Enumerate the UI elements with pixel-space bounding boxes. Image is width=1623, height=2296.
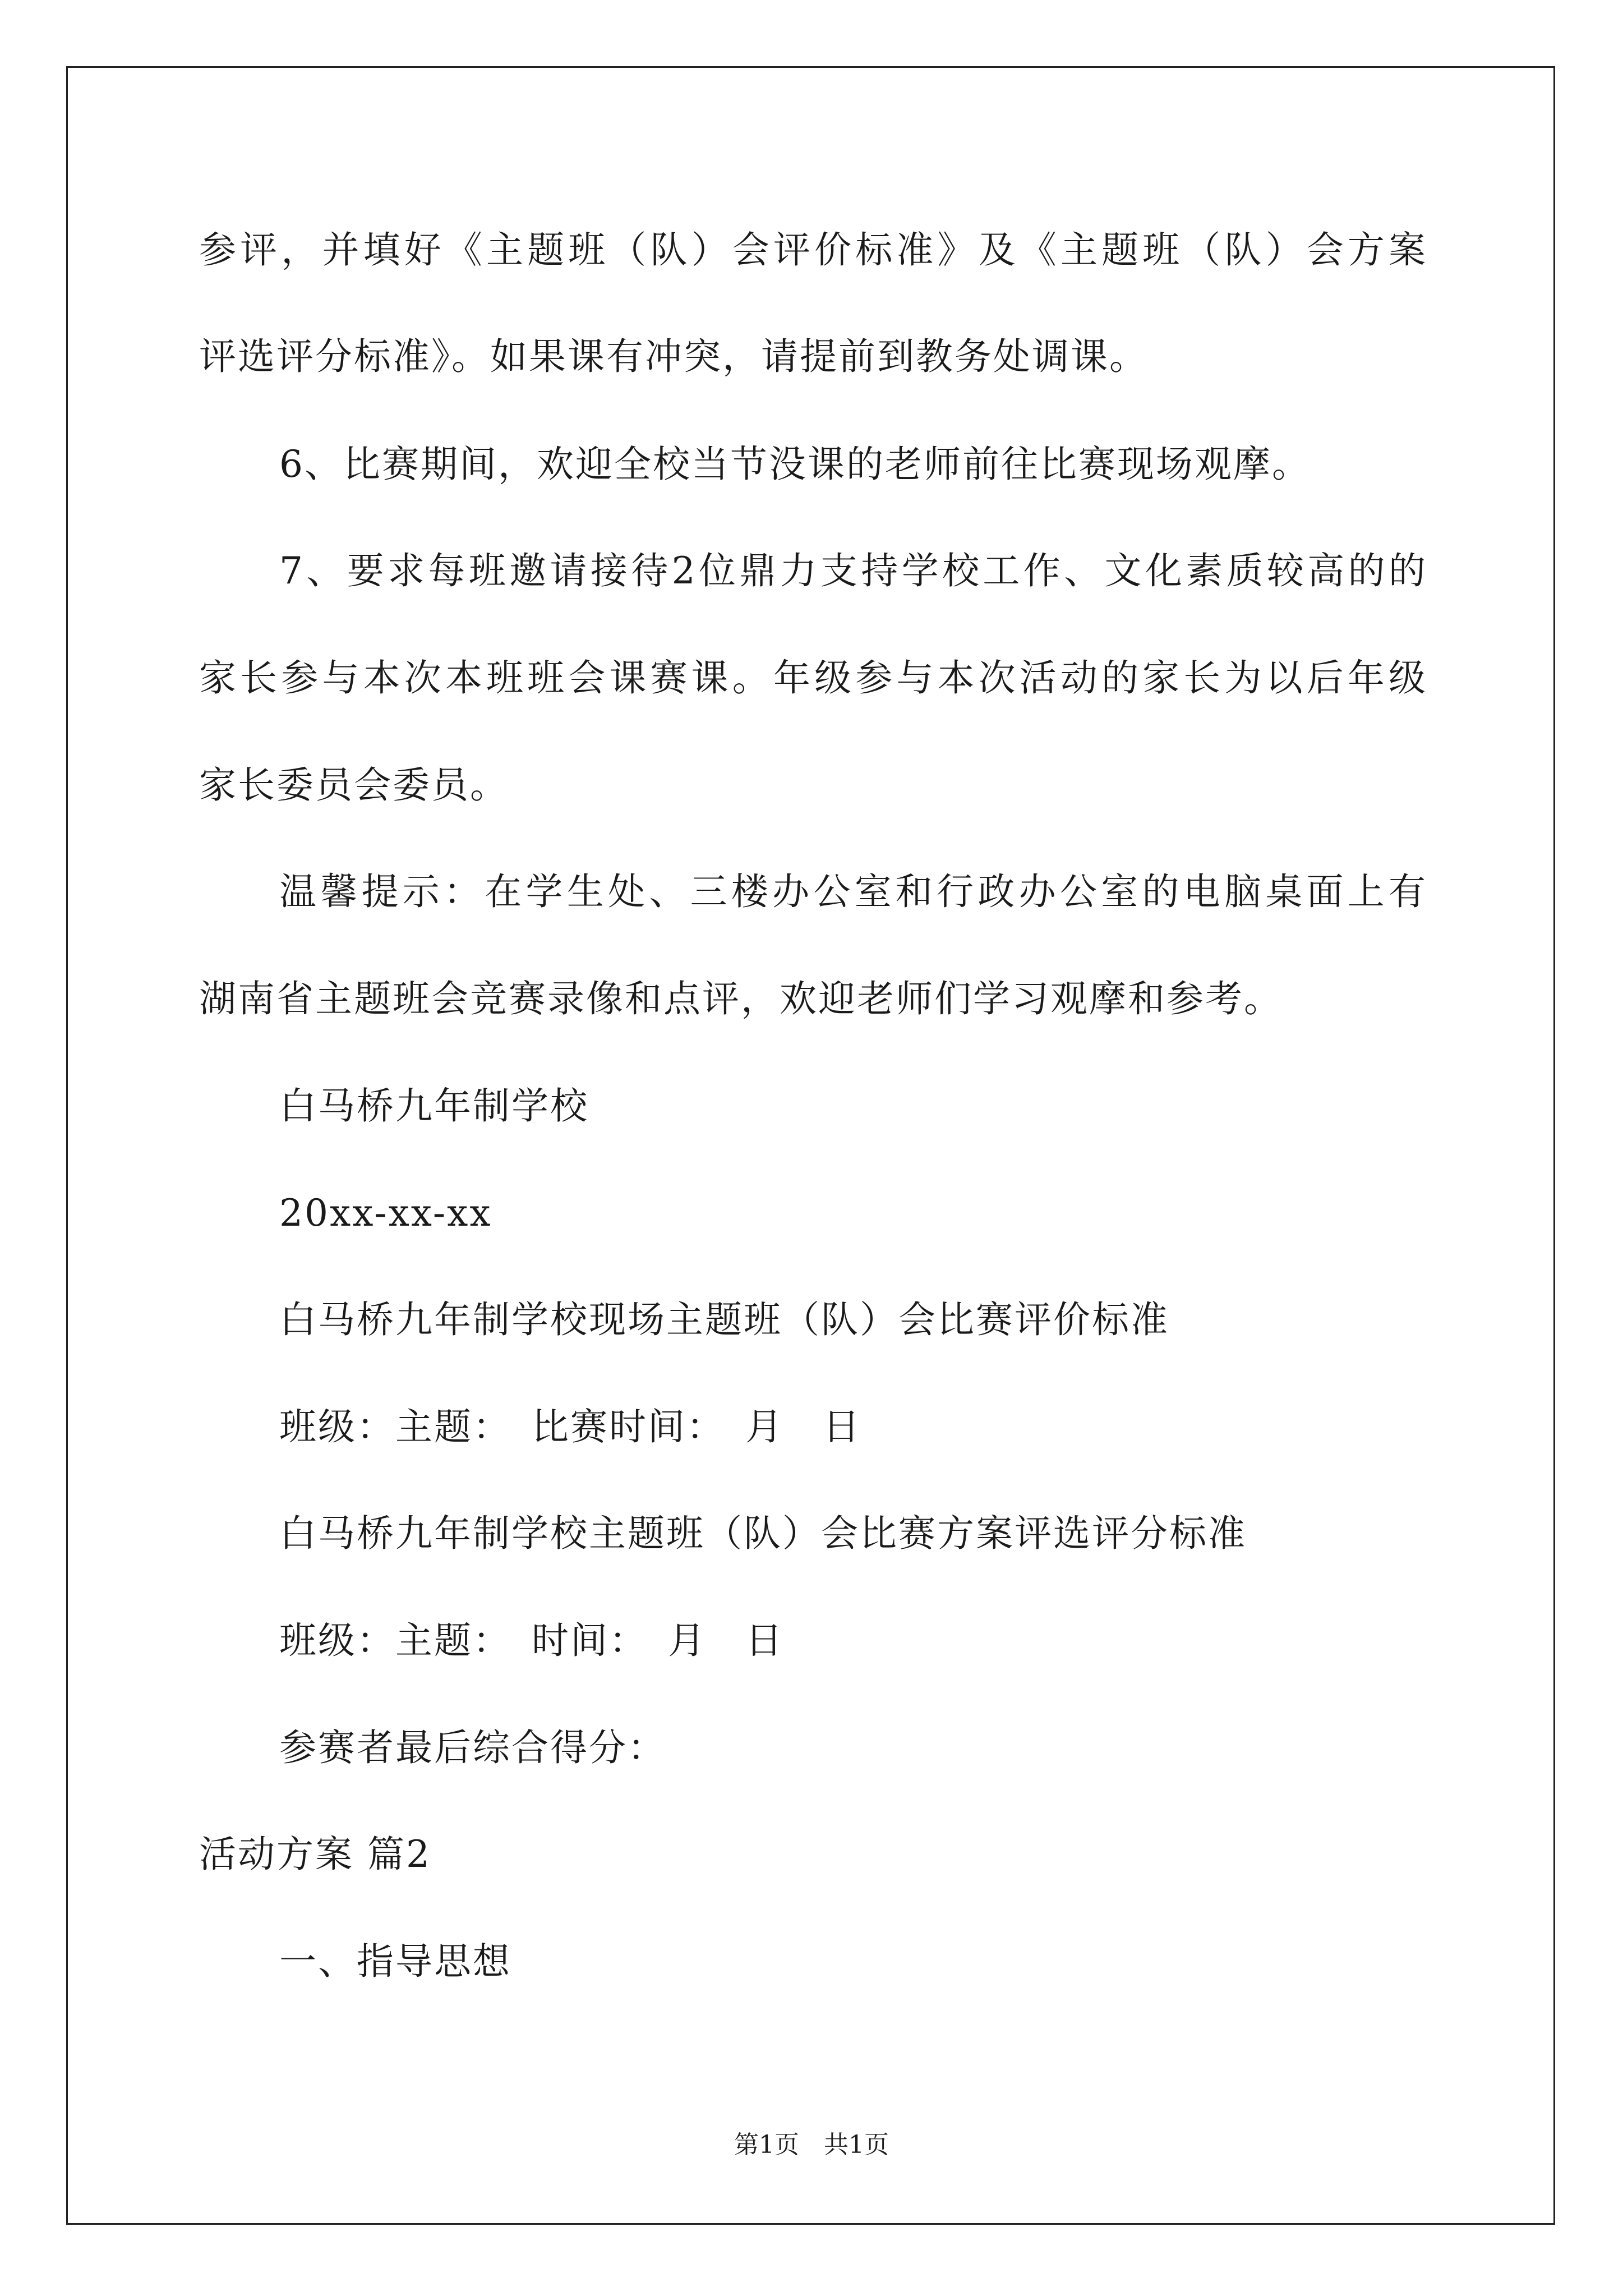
standard-title: 白马桥九年制学校主题班（队）会比赛方案评选评分标准	[279, 1512, 1247, 1555]
paragraph-line: 评选评分标准》。如果课有冲突，请提前到教务处调课。	[199, 335, 1148, 378]
paragraph-line: 参评，并填好《主题班（队）会评价标准》及《主题班（队）会方案	[199, 228, 1427, 272]
page-border	[66, 66, 1555, 2225]
paragraph-line: 家长委员会委员。	[199, 763, 509, 807]
paragraph-line: 湖南省主题班会竞赛录像和点评，欢迎老师们学习观摩和参考。	[199, 977, 1283, 1020]
paragraph-line: 7、要求每班邀请接待2位鼎力支持学校工作、文化素质较高的的	[279, 549, 1427, 592]
final-score-label: 参赛者最后综合得分：	[279, 1726, 666, 1769]
signature-date: 20xx-xx-xx	[279, 1191, 492, 1235]
paragraph-line: 6、比赛期间，欢迎全校当节没课的老师前往比赛现场观摩。	[279, 443, 1311, 486]
subsection-heading: 一、指导思想	[279, 1940, 511, 1983]
paragraph-line: 温馨提示：在学生处、三楼办公室和行政办公室的电脑桌面上有	[279, 870, 1427, 913]
paragraph-line: 家长参与本次本班班会课赛课。年级参与本次活动的家长为以后年级	[199, 656, 1427, 700]
standard-title: 白马桥九年制学校现场主题班（队）会比赛评价标准	[279, 1298, 1169, 1341]
section-heading: 活动方案 篇2	[199, 1833, 431, 1876]
form-fields: 班级：主题： 时间： 月 日	[279, 1619, 784, 1662]
signature-school: 白马桥九年制学校	[279, 1084, 589, 1128]
page-footer: 第1页 共1页	[734, 2131, 889, 2159]
form-fields: 班级：主题： 比赛时间： 月 日	[279, 1405, 861, 1448]
